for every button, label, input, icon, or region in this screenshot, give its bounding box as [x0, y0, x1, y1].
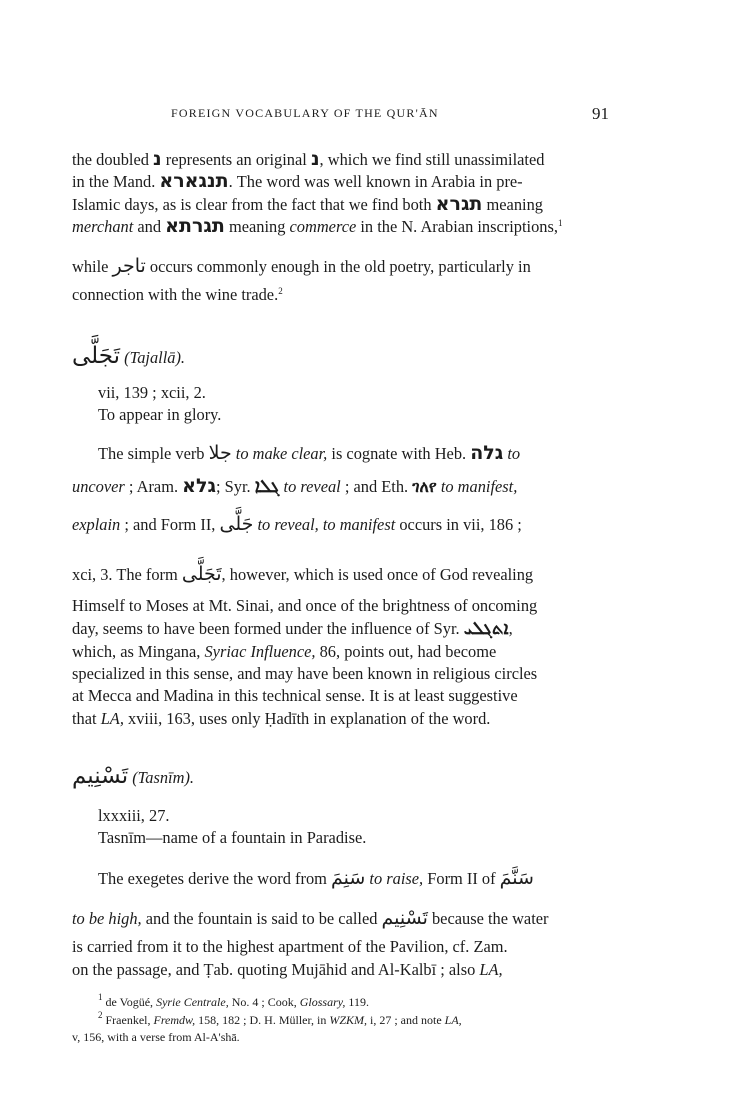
para2-line9: at Mecca and Madina in this technical sense. It is at least suggestive: [72, 686, 518, 705]
para1-line1: the doubled נ represents an original נ, which we find still unassimilated: [72, 148, 545, 170]
arabic-word: تَجَلَّى: [181, 563, 222, 585]
syriac-word: ܐܬܓܠܝ: [463, 618, 509, 639]
para2-line2: uncover ; Aram. גלא; Syr. ܓܠܐ to reveal ; and Eth. ገለየ to manifest,: [72, 475, 518, 497]
footnote-2: $^2$ Fraenkel, Fremdw, 158, 182 ; D. H. Müller, in WZKM, i, 27 ; and note LA,: [98, 1010, 462, 1027]
para2-line4: xci, 3. The form تَجَلَّى, however, which is used once of God revealing: [72, 563, 534, 585]
syriac-word: ܓܠܐ: [254, 476, 280, 497]
footnote-2-cont: v, 156, with a verse from Al-A'shā.: [72, 1030, 240, 1044]
entry-gloss: To appear in glory.: [98, 405, 222, 424]
para3-line1: The exegetes derive the word from سَنِمَ to raise, Form II of سَنَّمَ: [98, 867, 534, 889]
hebrew-nun: נ: [153, 148, 162, 170]
footnote-ref: 2: [278, 286, 283, 296]
para1-line3: Islamic days, as is clear from the fact that we find both תגרא meaning: [72, 193, 543, 215]
para1-line6: connection with the wine trade.$^2$: [72, 285, 283, 304]
aramaic-word: תגרתא: [165, 215, 225, 237]
para2-line1: The simple verb جلا to make clear, is cognate with Heb. גלה to: [98, 442, 521, 464]
arabic-word: جَلَّى: [219, 513, 254, 535]
para3-line2: to be high, and the fountain is said to be called تَسْنِيم because the water: [72, 907, 549, 929]
footnote-1: $^1$ de Vogüé, Syrie Centrale, No. 4 ; Cook, Glossary, 119.: [98, 992, 369, 1009]
entry-references: lxxxiii, 27.: [98, 806, 170, 825]
arabic-word: تَسْنِيم: [381, 907, 428, 929]
footnote-ref: 1: [557, 218, 563, 228]
entry-headword: [72, 343, 186, 369]
para2-line3: explain ; and Form II, جَلَّى to reveal, to manifest occurs in vii, 186 ;: [72, 513, 522, 535]
arabic-headword: تَسْنِيم: [72, 763, 129, 789]
transliteration: (Tajallā).: [124, 348, 186, 367]
arabic-headword: تَجَلَّى: [72, 343, 121, 369]
ethiopic-word: ገለየ: [412, 477, 437, 496]
arabic-word: سَنَّمَ: [499, 867, 534, 889]
para2-line10: that LA, xviii, 163, uses only Ḥadīth in explanation of the word.: [72, 709, 491, 728]
hebrew-word: גלה: [470, 442, 504, 464]
aramaic-word: תגרא: [435, 193, 483, 215]
para3-line3: is carried from it to the highest apartment of the Pavilion, cf. Zam.: [72, 937, 508, 956]
para1-line5: while تاجر occurs commonly enough in the old poetry, particularly in: [72, 255, 531, 277]
arabic-word: سَنِمَ: [331, 867, 366, 889]
entry-gloss: Tasnīm—name of a fountain in Paradise.: [98, 828, 367, 847]
para2-line7: which, as Mingana, Syriac Influence, 86, points out, had become: [72, 642, 497, 661]
entry-headword: [72, 763, 195, 789]
page-number: 91: [592, 104, 609, 123]
para2-line6: day, seems to have been formed under the influence of Syr. ܐܬܓܠܝ,: [72, 618, 513, 639]
aramaic-word: גלא: [182, 475, 216, 497]
para1-line4: merchant and תגרתא meaning commerce in the N. Arabian inscriptions,$^1$: [72, 215, 563, 237]
para1-line2: in the Mand. תנגארא. The word was well known in Arabia in pre-: [72, 170, 523, 192]
entry-references: vii, 139 ; xcii, 2.: [98, 383, 206, 402]
arabic-word: جلا: [208, 442, 232, 464]
para3-line4: on the passage, and Ṭab. quoting Mujāhid and Al-Kalbī ; also LA,: [72, 960, 503, 979]
mandaic-word: תנגארא: [159, 170, 229, 192]
arabic-word: تاجر: [112, 255, 146, 277]
running-title: FOREIGN VOCABULARY OF THE QUR'ĀN: [171, 106, 439, 120]
para2-line5: Himself to Moses at Mt. Sinai, and once of the brightness of oncoming: [72, 596, 538, 615]
transliteration: (Tasnīm).: [132, 768, 195, 787]
para2-line8: specialized in this sense, and may have been known in religious circles: [72, 664, 538, 683]
hebrew-nun: נ: [310, 148, 320, 170]
